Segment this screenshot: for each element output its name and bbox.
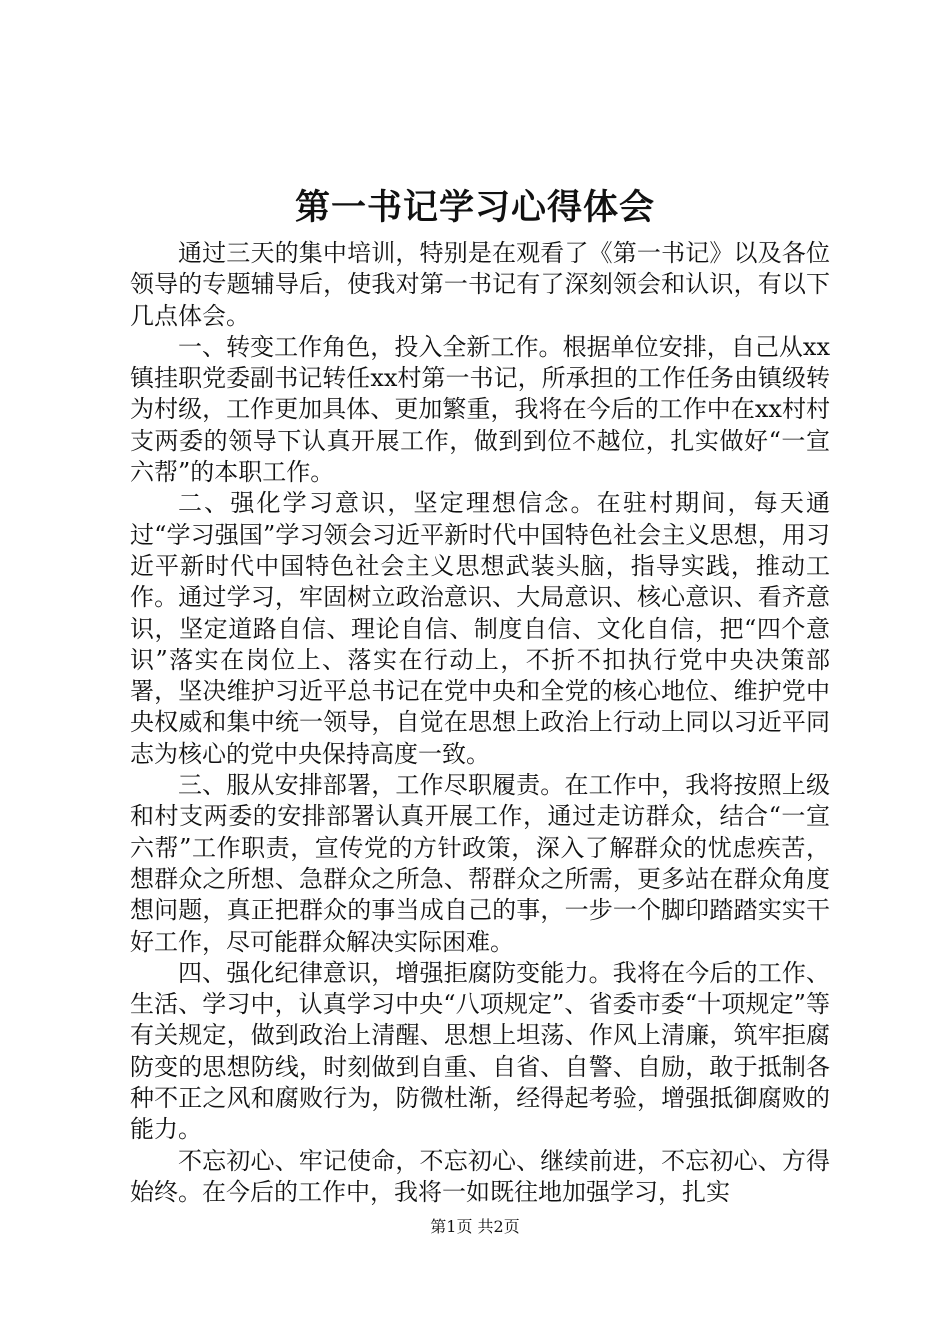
paragraph-point-2: 二、强化学习意识，坚定理想信念。在驻村期间，每天通过“学习强国”学习领会习近平新时代中国特色社会主义思想，用习近平新时代中国特色社会主义思想武装头脑，指导实践，推动工作。通过学习，牢固树立政治意识、大局意识、核心意识、看齐意识，坚定道路自信、理论自信、制度自信、文化自信，把“四个意识”落实在岗位上、落实在行动上，不折不扣执行党中央决策部署，坚决维护习近平总书记在党中央和全党的核心地位、维护党中央权威和集中统一领导，自觉在思想上政治上行动上同以习近平同志为核心的党中央保持高度一致。 [130, 489, 830, 768]
paragraph-point-1: 一、转变工作角色，投入全新工作。根据单位安排，自己从xx镇挂职党委副书记转任xx村第一书记，所承担的工作任务由镇级转为村级，工作更加具体、更加繁重，我将在今后的工作中在xx村村支两委的领导下认真开展工作，做到到位不越位，扎实做好“一宣六帮”的本职工作。 [130, 332, 830, 487]
paragraph-point-3: 三、服从安排部署，工作尽职履责。在工作中，我将按照上级和村支两委的安排部署认真开展工作，通过走访群众，结合“一宣六帮”工作职责，宣传党的方针政策，深入了解群众的忧虑疾苦，想群众之所想、急群众之所急、帮群众之所需，更多站在群众角度想问题，真正把群众的事当成自己的事，一步一个脚印踏踏实实干好工作，尽可能群众解决实际困难。 [130, 771, 830, 956]
document-body [130, 238, 830, 1208]
document-title: 第一书记学习心得体会 [294, 187, 655, 228]
paragraph-intro: 通过三天的集中培训，特别是在观看了《第一书记》以及各位领导的专题辅导后，使我对第一书记有了深刻领会和认识，有以下几点体会。 [130, 239, 830, 330]
paragraph-conclusion: 不忘初心、牢记使命，不忘初心、继续前进，不忘初心、方得始终。在今后的工作中，我将一如既往地加强学习，扎实 [130, 1146, 830, 1206]
page-footer: 第1页 共2页 [430, 1217, 520, 1236]
paragraph-point-4: 四、强化纪律意识，增强拒腐防变能力。我将在今后的工作、生活、学习中，认真学习中央“八项规定”、省委市委“十项规定”等有关规定，做到政治上清醒、思想上坦荡、作风上清廉，筑牢拒腐防变的思想防线，时刻做到自重、自省、自警、自励，敢于抵制各种不正之风和腐败行为，防微杜渐，经得起考验，增强抵御腐败的能力。 [130, 958, 830, 1144]
